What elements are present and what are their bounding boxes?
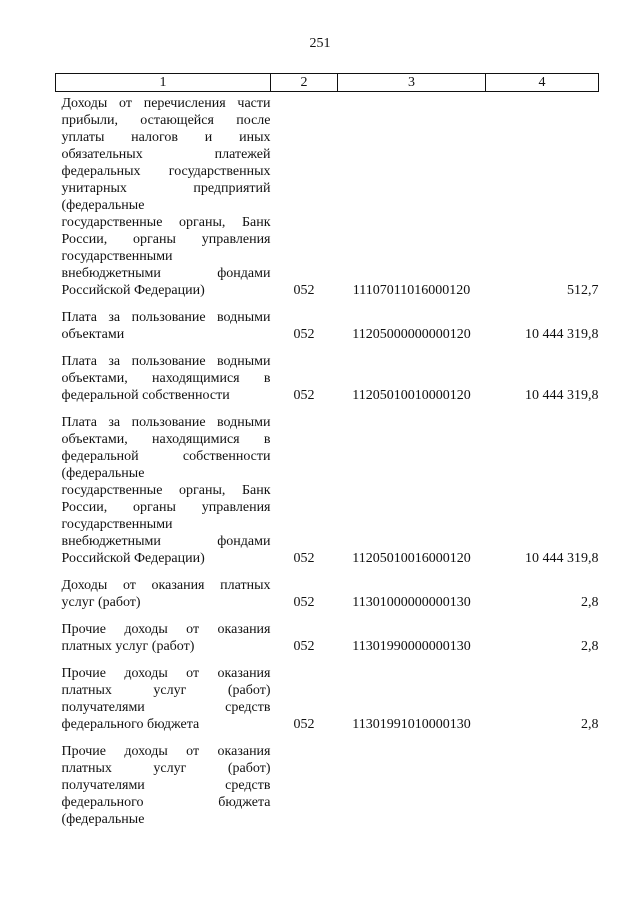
revenue-name-line: объектами, находящимися в (61, 432, 271, 447)
revenue-name-line: обязательных платежей (61, 147, 271, 162)
revenue-name-line: получателями средств (61, 778, 271, 793)
revenue-name-line: платных услуг (работ) (61, 761, 271, 776)
budget-revenue-table (55, 73, 599, 838)
revenue-name-line: федерального бюджета (61, 717, 200, 732)
amount-cell: 2,8 (581, 595, 599, 610)
revenue-name-line: Плата за пользование водными (61, 415, 271, 430)
revenue-name-cell (56, 92, 271, 310)
classification-code-cell: 11205010016000120 (352, 551, 471, 566)
revenue-name-line: государственные органы, Банк (61, 215, 271, 230)
table-row (56, 309, 599, 353)
classification-code-cell: 11107011016000120 (352, 283, 471, 298)
table-row (56, 92, 599, 310)
classification-code-cell: 11205000000000120 (352, 327, 471, 342)
table-header-row (56, 74, 599, 92)
revenue-name-line: услуг (работ) (61, 595, 141, 610)
column-header-3: 3 (338, 74, 486, 92)
revenue-name-line: Доходы от оказания платных (61, 578, 271, 593)
table-row (56, 621, 599, 665)
table-row (56, 577, 599, 621)
table-row (56, 665, 599, 743)
amount-cell: 10 444 319,8 (525, 327, 599, 342)
revenue-name-cell (56, 743, 271, 838)
revenue-name-line: объектами, находящимися в (61, 371, 271, 386)
table-row (56, 743, 599, 838)
classification-code-cell: 11301991010000130 (352, 717, 471, 732)
revenue-name-line: платных услуг (работ) (61, 683, 271, 698)
revenue-name-line: России, органы управления (61, 232, 271, 247)
amount-cell: 2,8 (581, 639, 599, 654)
admin-code-cell: 052 (293, 551, 315, 566)
revenue-name-cell (56, 665, 271, 743)
revenue-name-line: Прочие доходы от оказания (61, 622, 271, 637)
classification-code-cell: 11205010010000120 (352, 388, 471, 403)
revenue-name-line: федеральных государственных (61, 164, 271, 179)
revenue-name-line: унитарных предприятий (61, 181, 271, 196)
revenue-name-line: федеральной собственности (61, 388, 230, 403)
table-body (56, 92, 599, 839)
amount-cell: 2,8 (581, 717, 599, 732)
admin-code-cell: 052 (293, 639, 315, 654)
revenue-name-line: федеральной собственности (61, 449, 271, 464)
revenue-name-cell (56, 309, 271, 353)
revenue-name-cell (56, 577, 271, 621)
revenue-name-line: государственными (61, 517, 173, 532)
revenue-name-line: Плата за пользование водными (61, 310, 271, 325)
revenue-name-line: уплаты налогов и иных (61, 130, 271, 145)
admin-code-cell (271, 743, 338, 838)
admin-code-cell: 052 (293, 717, 315, 732)
revenue-name-line: (федеральные (61, 466, 145, 481)
revenue-name-line: внебюджетными фондами (61, 534, 271, 549)
table-row (56, 353, 599, 414)
classification-code-cell (338, 743, 486, 838)
revenue-name-line: Плата за пользование водными (61, 354, 271, 369)
revenue-name-cell (56, 414, 271, 577)
revenue-name-line: государственные органы, Банк (61, 483, 271, 498)
revenue-name-line: прибыли, остающейся после (61, 113, 271, 128)
revenue-name-cell (56, 353, 271, 414)
amount-cell: 512,7 (567, 283, 599, 298)
admin-code-cell: 052 (293, 283, 315, 298)
revenue-name-line: России, органы управления (61, 500, 271, 515)
revenue-name-line: платных услуг (работ) (61, 639, 195, 654)
admin-code-cell: 052 (293, 388, 315, 403)
revenue-name-line: государственными (61, 249, 173, 264)
revenue-name-line: Прочие доходы от оказания (61, 666, 271, 681)
revenue-name-line: Доходы от перечисления части (61, 96, 271, 111)
revenue-name-line: (федеральные (61, 812, 145, 827)
revenue-name-line: внебюджетными фондами (61, 266, 271, 281)
table-row (56, 414, 599, 577)
admin-code-cell: 052 (293, 327, 315, 342)
page-number: 251 (309, 36, 331, 51)
revenue-name-line: получателями средств (61, 700, 271, 715)
revenue-name-line: Прочие доходы от оказания (61, 744, 271, 759)
column-header-2: 2 (271, 74, 338, 92)
revenue-name-line: Российской Федерации) (61, 551, 205, 566)
revenue-name-line: Российской Федерации) (61, 283, 205, 298)
revenue-name-cell (56, 621, 271, 665)
classification-code-cell: 11301990000000130 (352, 639, 471, 654)
revenue-name-line: (федеральные (61, 198, 145, 213)
revenue-name-line: объектами (61, 327, 125, 342)
admin-code-cell: 052 (293, 595, 315, 610)
column-header-4: 4 (486, 74, 599, 92)
amount-cell: 10 444 319,8 (525, 551, 599, 566)
amount-cell (486, 743, 599, 838)
amount-cell: 10 444 319,8 (525, 388, 599, 403)
revenue-name-line: федерального бюджета (61, 795, 271, 810)
column-header-1: 1 (56, 74, 271, 92)
classification-code-cell: 11301000000000130 (352, 595, 471, 610)
